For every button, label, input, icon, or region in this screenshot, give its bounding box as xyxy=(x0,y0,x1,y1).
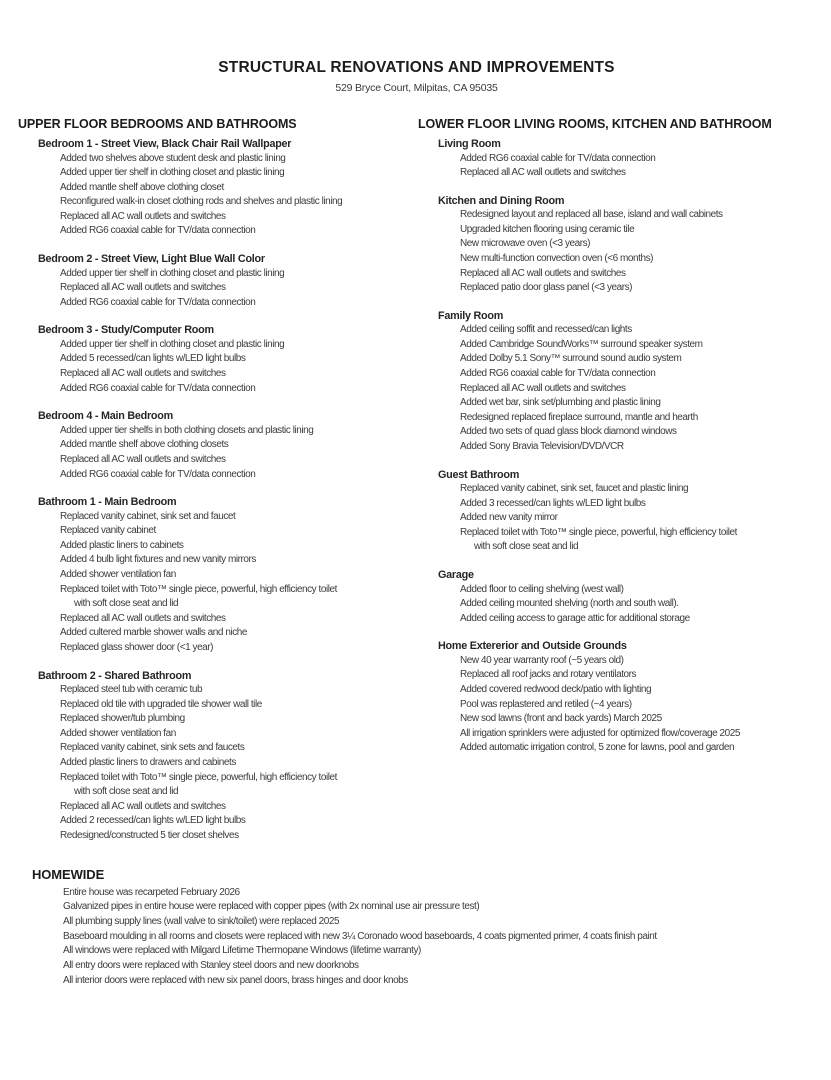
renovation-item: Added RG6 coaxial cable for TV/data connection xyxy=(460,152,656,164)
renovation-item: Replaced vanity cabinet, sink set and faucet xyxy=(60,510,236,522)
renovation-item: Added plastic liners to cabinets xyxy=(60,539,184,551)
lower-floor-column xyxy=(418,116,815,844)
renovation-item: Added Dolby 5.1 Sony™ surround sound audio system xyxy=(460,353,682,365)
renovation-item: Replaced old tile with upgraded tile shower wall tile xyxy=(60,698,262,710)
renovation-item: Added upper tier shelf in clothing closet and plastic lining xyxy=(60,167,285,179)
renovation-item: Replaced vanity cabinet, sink sets and faucets xyxy=(60,742,245,754)
homewide-section xyxy=(18,866,815,989)
renovation-item: Added ceiling soffit and recessed/can lights xyxy=(460,324,632,336)
renovation-item: Added RG6 coaxial cable for TV/data connection xyxy=(60,296,256,308)
renovation-item: Replaced glass shower door (<1 year) xyxy=(60,641,214,653)
renovation-item: Added two shelves above student desk and plastic lining xyxy=(60,152,286,164)
renovation-item: Redesigned replaced fireplace surround, mantle and hearth xyxy=(460,411,698,423)
renovation-item: Added 5 recessed/can lights w/LED light bulbs xyxy=(60,353,246,365)
room-section xyxy=(18,137,418,239)
renovation-item: Replaced all AC wall outlets and switches xyxy=(460,267,626,279)
renovation-item: Added mantle shelf above clothing closet xyxy=(60,181,224,193)
room-section xyxy=(418,468,815,555)
renovation-item: Added RG6 coaxial cable for TV/data connection xyxy=(60,225,256,237)
room-section-title: Home Extererior and Outside Grounds xyxy=(438,640,627,653)
renovation-item: Replaced all AC wall outlets and switches xyxy=(60,282,226,294)
renovation-item: Redesigned/constructed 5 tier closet shelves xyxy=(60,829,239,841)
renovation-item: All interior doors were replaced with new six panel doors, brass hinges and door knobs xyxy=(63,974,408,986)
page-title: STRUCTURAL RENOVATIONS AND IMPROVEMENTS xyxy=(218,59,615,76)
renovation-item: Replaced all AC wall outlets and switches xyxy=(460,167,626,179)
renovation-item: Added floor to ceiling shelving (west wall) xyxy=(460,583,624,595)
upper-floor-sections xyxy=(18,137,418,844)
renovation-item: Redesigned layout and replaced all base, island and wall cabinets xyxy=(460,209,723,221)
room-section-title: Bedroom 1 - Street View, Black Chair Rail Wallpaper xyxy=(38,138,292,150)
renovation-item: Replaced all AC wall outlets and switches xyxy=(60,453,226,465)
room-section-title: Family Room xyxy=(438,309,504,322)
renovation-item: Replaced steel tub with ceramic tub xyxy=(60,684,203,696)
renovation-item: All windows were replaced with Milgard Lifetime Thermopane Windows (lifetime warranty) xyxy=(63,945,421,957)
renovation-item: Replaced vanity cabinet, sink set, faucet and plastic lining xyxy=(460,483,689,495)
room-section-title: Bedroom 2 - Street View, Light Blue Wall Color xyxy=(38,253,265,266)
renovation-item: Replaced shower/tub plumbing xyxy=(60,713,185,725)
room-section-title: Garage xyxy=(438,569,474,582)
renovation-item: Replaced all roof jacks and rotary ventilators xyxy=(460,669,637,681)
renovation-item: Replaced all AC wall outlets and switches xyxy=(460,382,626,394)
renovation-item: Added ceiling mounted shelving (north and south wall). xyxy=(460,598,679,610)
room-section-title: Guest Bathroom xyxy=(438,468,520,481)
renovation-item: Added upper tier shelfs in both clothing closets and plastic lining xyxy=(60,424,314,436)
renovation-item: All entry doors were replaced with Stanley steel doors and new doorknobs xyxy=(63,960,359,972)
renovation-item-continuation: with soft close seat and lid xyxy=(474,541,579,553)
renovation-item: Baseboard moulding in all rooms and closets were replaced with new 3¼ Coronado wood baseboards, 4 coats pigmented primer, 4 coats finish paint xyxy=(63,930,657,942)
renovation-item: Added 4 bulb light fixtures and new vanity mirrors xyxy=(60,554,256,566)
renovation-item: New multi-function convection oven (<6 months) xyxy=(460,252,654,264)
renovation-item: Replaced vanity cabinet xyxy=(60,525,156,537)
room-section-title: Bathroom 1 - Main Bedroom xyxy=(38,496,177,509)
renovation-item: Replaced all AC wall outlets and switches xyxy=(60,800,226,812)
renovation-item: Pool was replastered and retiled (~4 years) xyxy=(460,698,632,710)
room-section xyxy=(418,568,815,626)
renovation-item: Added mantle shelf above clothing closets xyxy=(60,439,229,451)
room-section-title: Living Room xyxy=(438,138,501,150)
renovation-item: Upgraded kitchen flooring using ceramic tile xyxy=(460,223,635,235)
renovation-item: Added shower ventilation fan xyxy=(60,727,176,739)
renovation-item: Replaced toilet with Toto™ single piece, powerful, high efficiency toilet xyxy=(460,526,737,538)
renovation-item: Added shower ventilation fan xyxy=(60,568,176,580)
renovation-item: Added covered redwood deck/patio with lighting xyxy=(460,684,652,696)
renovation-item: Replaced all AC wall outlets and switches xyxy=(60,368,226,380)
renovation-item: Replaced toilet with Toto™ single piece, powerful, high efficiency toilet xyxy=(60,583,337,595)
room-section-title: Bathroom 2 - Shared Bathroom xyxy=(38,669,192,682)
room-section xyxy=(18,495,418,655)
lower-floor-sections xyxy=(418,137,815,756)
renovation-item: All irrigation sprinklers were adjusted for optimized flow/coverage 2025 xyxy=(460,727,740,739)
room-section xyxy=(18,409,418,482)
renovation-item: Added cultered marble shower walls and niche xyxy=(60,627,247,639)
renovation-item: Added ceiling access to garage attic for additional storage xyxy=(460,612,690,624)
renovation-item: Added 3 recessed/can lights w/LED light bulbs xyxy=(460,497,646,509)
column-header-lower-floor: LOWER FLOOR LIVING ROOMS, KITCHEN AND BATHROOM xyxy=(418,117,772,131)
renovation-item: Added Sony Bravia Television/DVD/VCR xyxy=(460,441,624,452)
room-section xyxy=(418,194,815,296)
homewide-header: HOMEWIDE xyxy=(32,866,105,882)
renovation-item: Replaced all AC wall outlets and switches xyxy=(60,210,226,222)
homewide-items xyxy=(18,886,815,989)
renovation-item: New 40 year warranty roof (~5 years old) xyxy=(460,654,624,666)
renovation-item: Added upper tier shelf in clothing closet and plastic lining xyxy=(60,267,285,279)
renovation-item: Added RG6 coaxial cable for TV/data connection xyxy=(460,368,656,380)
room-section xyxy=(418,137,815,181)
renovation-item: Added 2 recessed/can lights w/LED light bulbs xyxy=(60,815,246,827)
renovation-item-continuation: with soft close seat and lid xyxy=(74,598,179,610)
renovation-item-continuation: with soft close seat and lid xyxy=(74,786,179,798)
renovation-item: Galvanized pipes in entire house were replaced with copper pipes (with 2x nominal use air pressure test) xyxy=(63,901,480,913)
renovation-item: Replaced patio door glass panel (<3 years) xyxy=(460,282,633,294)
renovation-item: Added upper tier shelf in clothing closet and plastic lining xyxy=(60,338,285,350)
renovation-item: Added new vanity mirror xyxy=(460,512,558,524)
room-section xyxy=(18,669,418,844)
room-section xyxy=(18,252,418,310)
renovation-item: Added automatic irrigation control, 5 zone for lawns, pool and garden xyxy=(460,742,735,754)
renovation-item: New microwave oven (<3 years) xyxy=(460,238,591,250)
room-section xyxy=(418,309,815,455)
renovation-item: Reconfigured walk-in closet clothing rods and shelves and plastic lining xyxy=(60,196,343,208)
room-section xyxy=(418,639,815,756)
upper-floor-column xyxy=(18,116,418,844)
renovation-item: All plumbing supply lines (wall valve to sink/toilet) were replaced 2025 xyxy=(63,915,340,927)
renovation-item: Added plastic liners to drawers and cabinets xyxy=(60,757,236,768)
document-address: 529 Bryce Court, Milpitas, CA 95035 xyxy=(335,82,498,94)
column-header-upper-floor: UPPER FLOOR BEDROOMS AND BATHROOMS xyxy=(18,117,297,131)
renovation-item: Added two sets of quad glass block diamond windows xyxy=(460,426,677,438)
renovation-item: Entire house was recarpeted February 2026 xyxy=(63,886,240,898)
room-section xyxy=(18,323,418,396)
renovation-item: Added RG6 coaxial cable for TV/data connection xyxy=(60,382,256,394)
room-section-title: Bedroom 4 - Main Bedroom xyxy=(38,410,173,423)
room-section-title: Bedroom 3 - Study/Computer Room xyxy=(38,324,214,337)
room-section-title: Kitchen and Dining Room xyxy=(438,194,565,207)
renovation-item: Added Cambridge SoundWorks™ surround speaker system xyxy=(460,338,703,350)
renovation-item: Replaced toilet with Toto™ single piece, powerful, high efficiency toilet xyxy=(60,771,337,783)
renovation-item: New sod lawns (front and back yards) March 2025 xyxy=(460,713,662,725)
renovation-item: Added wet bar, sink set/plumbing and plastic lining xyxy=(460,397,661,409)
renovation-item: Replaced all AC wall outlets and switches xyxy=(60,612,226,624)
renovation-item: Added RG6 coaxial cable for TV/data connection xyxy=(60,468,256,480)
two-column-layout xyxy=(18,116,815,844)
